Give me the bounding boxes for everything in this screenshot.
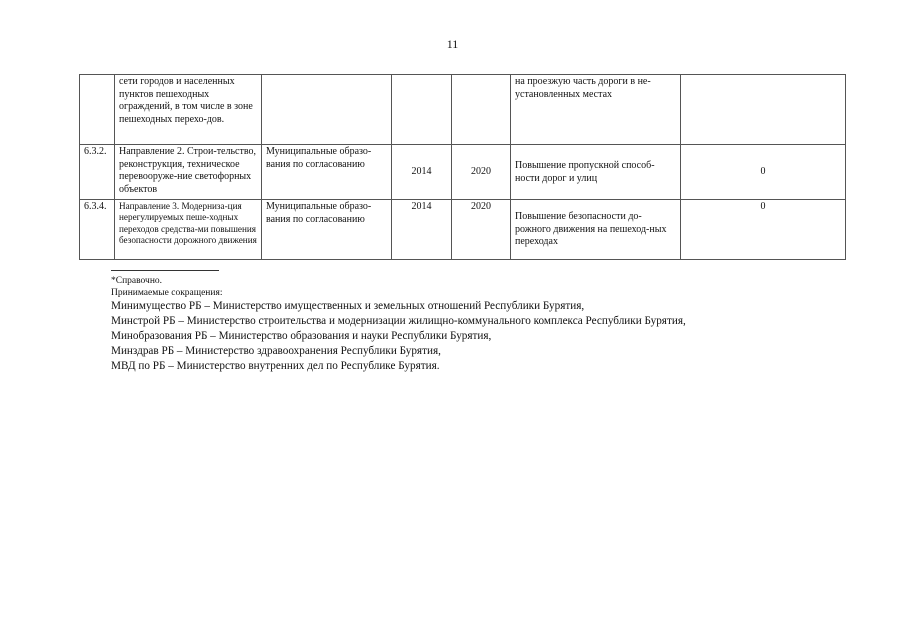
abbreviation-line: МВД по РБ – Министерство внутренних дел по Республике Бурятия. (111, 360, 440, 372)
abbreviation-line: Минстрой РБ – Министерство строительства и модернизации жилищно-коммунального комплекса Республики Бурятия, (111, 315, 686, 327)
cell-value (681, 75, 846, 145)
cell-result: Повышение пропускной способ-ности дорог и улиц (511, 145, 681, 200)
abbreviation-line: Минздрав РБ – Министерство здравоохранения Республики Бурятия, (111, 345, 441, 357)
cell-year-end: 2020 (452, 200, 511, 260)
footnote: *Справочно. (111, 276, 163, 286)
cell-year-end: 2020 (452, 145, 511, 200)
measures-table (79, 74, 846, 260)
cell-measure-name: сети городов и населенных пунктов пешеходных ограждений, в том числе в зоне пешеходных перехо-дов. (115, 75, 262, 145)
table-row (80, 145, 846, 200)
cell-number (80, 75, 115, 145)
cell-executor (262, 75, 392, 145)
page-number: 11 (446, 37, 459, 51)
cell-executor: Муниципальные образо-вания по согласованию (262, 145, 392, 200)
cell-result: на проезжую часть дороги в не-установленных местах (511, 75, 681, 145)
cell-year-start: 2014 (392, 200, 452, 260)
table-row (80, 200, 846, 260)
abbreviation-line: Минобразования РБ – Министерство образования и науки Республики Бурятия, (111, 330, 492, 342)
cell-measure-name: Направление 3. Модерниза-ция нерегулируемых пеше-ходных переходов средства-ми повышения безопасности дорожного движения (115, 200, 262, 260)
cell-value: 0 (681, 145, 846, 200)
table-row (80, 75, 846, 145)
cell-year-end (452, 75, 511, 145)
cell-year-start (392, 75, 452, 145)
footnote-divider (111, 270, 219, 271)
cell-number: 6.3.2. (80, 145, 115, 200)
abbreviations-title: Принимаемые сокращения: (111, 288, 223, 298)
cell-year-start: 2014 (392, 145, 452, 200)
notes-section (111, 263, 871, 374)
cell-measure-name: Направление 2. Строи-тельство, реконструкция, техническое перевооруже-ние светофорных объектов (115, 145, 262, 200)
cell-executor: Муниципальные образо-вания по согласованию (262, 200, 392, 260)
cell-number: 6.3.4. (80, 200, 115, 260)
cell-value: 0 (681, 200, 846, 260)
abbreviation-line: Минимущество РБ – Министерство имущественных и земельных отношений Республики Бурятия, (111, 300, 585, 312)
cell-result: Повышение безопасности до-рожного движения на пешеход-ных переходах (511, 200, 681, 260)
